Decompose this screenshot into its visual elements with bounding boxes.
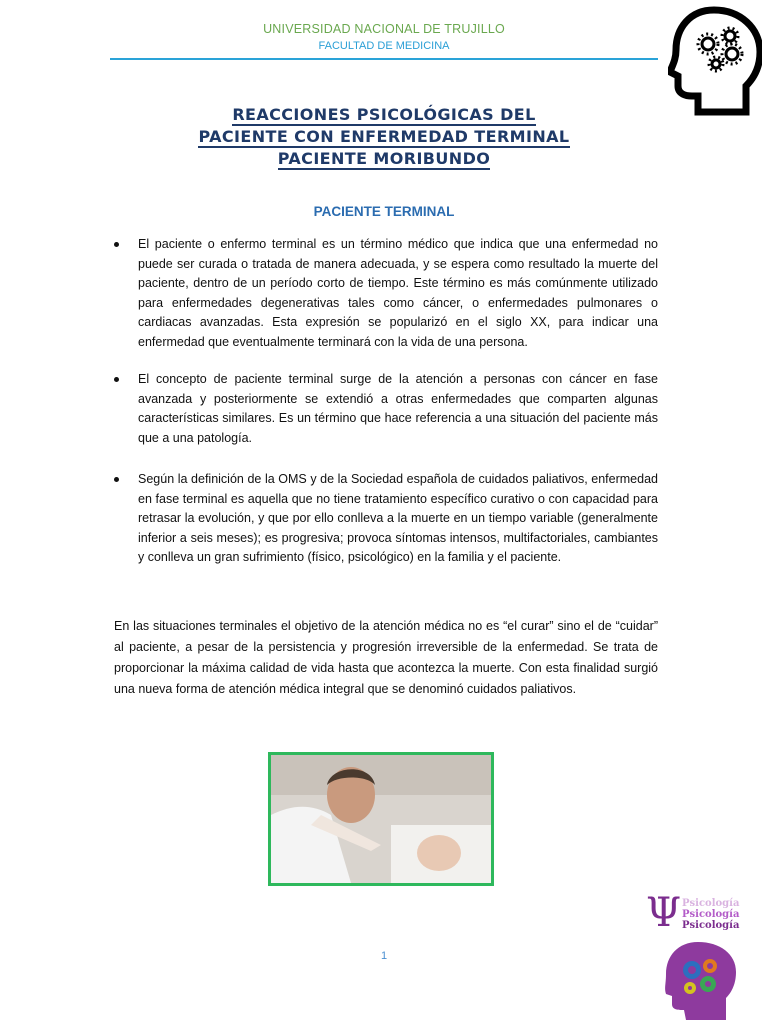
bullet-item: El paciente o enfermo terminal es un término médico que indica que una enfermedad no puede ser curada o tratada de manera adecuada, y se espera como resultado la muerte del paciente, dentro de un período corto de tiempo. Este término es más comúnmente utilizado para enfermedades degenerativas tales como cáncer, o enfermedades pulmonares o cardiacas avanzadas. Esta expresión se popularizó en el siglo XX, para indicar una enfermedad que eventualmente terminará con la vida de una persona. [112,235,658,352]
logo-text-3: Psicología [682,920,740,931]
head-with-gears-icon [668,6,762,116]
psi-symbol: Ψ [646,890,682,936]
bullet-item: Según la definición de la OMS y de la Sociedad española de cuidados paliativos, enfermedad en fase terminal es aquella que no tiene tratamiento específico curativo o con capacidad para retrasar la evolución, y que por ello conlleva a la muerte en un tiempo variable (generalmente inferior a seis meses); es progresiva; provoca síntomas intensos, multifactoriales, cambiantes y conlleva un gran sufrimiento (físico, psicológico) en la familia y el paciente. [112,470,658,568]
page-number: 1 [380,950,388,962]
logo-text-2: Psicología [682,909,740,920]
title-line-1: REACCIONES PSICOLÓGICAS DEL [232,105,536,124]
doctor-patient-photo [268,752,494,886]
title-line-2: PACIENTE CON ENFERMEDAD TERMINAL [198,127,570,146]
body-paragraph: En las situaciones terminales el objetivo de la atención médica no es “el curar” sino el de “cuidar” al paciente, a pesar de la persistencia y progresión irreversible de la enfermedad. Se trata de proporcionar la máxima calidad de vida hasta que acontezca la muerte. Con esta finalidad surgió una nueva forma de atención médica integral que se denominó cuidados paliativos. [114,619,658,696]
psychology-logo [646,890,756,1020]
header-divider [110,58,658,60]
logo-text-1: Psicología [682,898,740,909]
document-title [0,104,768,170]
header-faculty: FACULTAD DE MEDICINA [318,40,450,52]
bullet-item: El concepto de paciente terminal surge de la atención a personas con cáncer en fase avanzada y posteriormente se extendió a otras enfermedades que comparten algunas características similares. Es un término que hace referencia a una situación del paciente más que a una patología. [112,370,658,448]
title-line-3: PACIENTE MORIBUNDO [277,149,491,168]
header-university: UNIVERSIDAD NACIONAL DE TRUJILLO [263,22,505,36]
psychology-head-gears-icon [664,940,736,1020]
bullet-list [112,235,658,568]
section-title: PACIENTE TERMINAL [313,204,455,219]
